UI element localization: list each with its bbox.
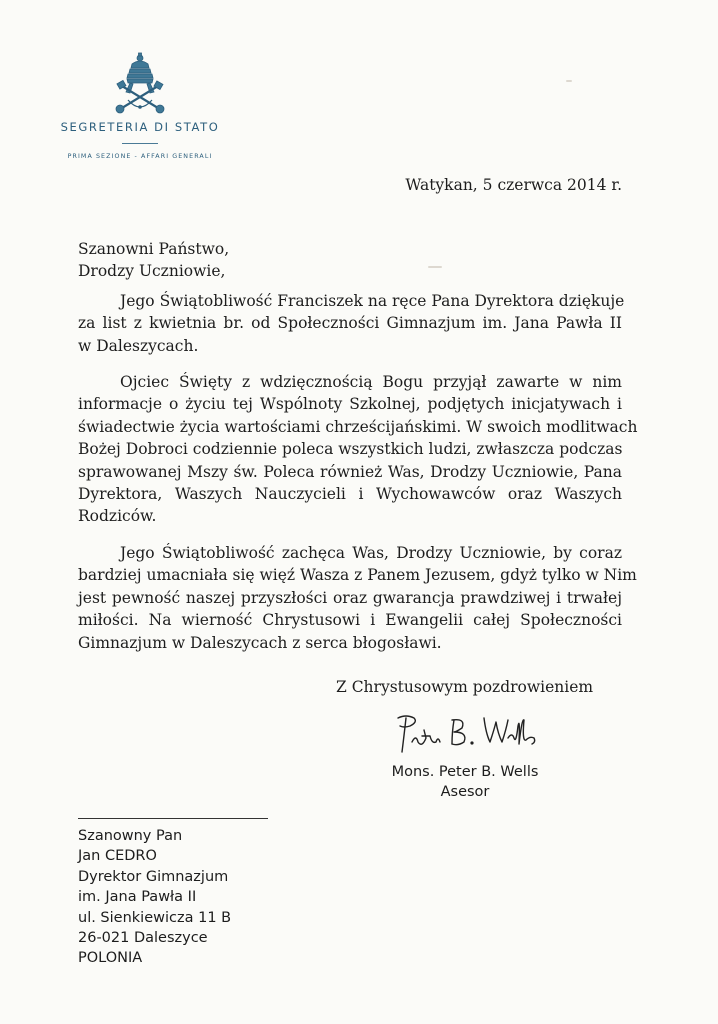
paragraph-line: świadectwie życia wartościami chrześcijańskimi. W swoich modlitwach <box>78 417 638 436</box>
letterhead-subtitle: PRIMA SEZIONE - AFFARI GENERALI <box>67 153 213 160</box>
signer-block <box>380 762 550 802</box>
recipient-address <box>78 826 231 969</box>
paragraph-line: za list z kwietnia br. od Społeczności Gimnazjum im. Jana Pawła II <box>78 314 622 333</box>
salutation-line: Szanowni Państwo, <box>78 240 230 258</box>
address-line: ul. Sienkiewicza 11 B <box>78 909 232 926</box>
signer-name: Mons. Peter B. Wells <box>391 764 539 780</box>
letterhead-divider <box>122 143 158 144</box>
paragraph-line: Jego Świątobliwość Franciszek na ręce Pana Dyrektora dziękuje <box>120 292 625 310</box>
paragraph-line: bardziej umacniała się więź Wasza z Panem Jezusem, gdyż tylko w Nim <box>78 566 637 585</box>
salutation <box>78 238 229 282</box>
closing-phrase: Z Chrystusowym pozdrowieniem <box>336 678 594 696</box>
paragraph-line: Rodziców. <box>78 507 157 526</box>
letterhead-title: SEGRETERIA DI STATO <box>60 120 220 134</box>
paper-speck <box>428 266 442 268</box>
paragraph-line: sprawowanej Mszy św. Poleca również Was, Drodzy Uczniowie, Pana <box>78 462 622 481</box>
address-line: im. Jana Pawła II <box>78 889 197 906</box>
paragraph-line: w Daleszycach. <box>78 336 199 355</box>
address-line: 26-021 Daleszyce <box>78 930 208 947</box>
address-divider <box>78 818 268 819</box>
body-paragraph <box>78 290 625 357</box>
salutation-line: Drodzy Uczniowie, <box>78 262 226 280</box>
address-line: Dyrektor Gimnazjum <box>78 868 229 885</box>
paragraph-line: miłości. Na wierność Chrystusowi i Ewangelii całej Społeczności <box>78 611 622 630</box>
letter-date: Watykan, 5 czerwca 2014 r. <box>405 176 622 194</box>
address-line: POLONIA <box>78 950 143 967</box>
address-line: Jan CEDRO <box>78 848 157 865</box>
letterhead <box>40 52 240 160</box>
body-paragraph <box>78 371 638 528</box>
paragraph-line: Ojciec Święty z wdzięcznością Bogu przyjął zawarte w nim <box>120 373 622 391</box>
paragraph-line: Bożej Dobroci codziennie poleca wszystkich ludzi, zwłaszcza podczas <box>78 440 623 459</box>
body-paragraph <box>78 542 637 654</box>
papal-coat-of-arms-icon <box>108 52 172 114</box>
paragraph-line: jest pewność naszej przyszłości oraz gwarancja prawdziwej i trwałej <box>78 588 622 607</box>
handwritten-signature <box>392 708 542 758</box>
paper-speck <box>566 80 572 82</box>
address-line: Szanowny Pan <box>78 828 183 844</box>
paragraph-line: informacje o życiu tej Wspólnoty Szkolnej, podjętych inicjatywach i <box>78 395 622 414</box>
paragraph-line: Jego Świątobliwość zachęca Was, Drodzy Uczniowie, by coraz <box>120 544 622 562</box>
paragraph-line: Dyrektora, Waszych Nauczycieli i Wychowawców oraz Waszych <box>78 485 622 504</box>
paragraph-line: Gimnazjum w Daleszycach z serca błogosławi. <box>78 633 442 652</box>
signer-role: Asesor <box>440 784 490 800</box>
